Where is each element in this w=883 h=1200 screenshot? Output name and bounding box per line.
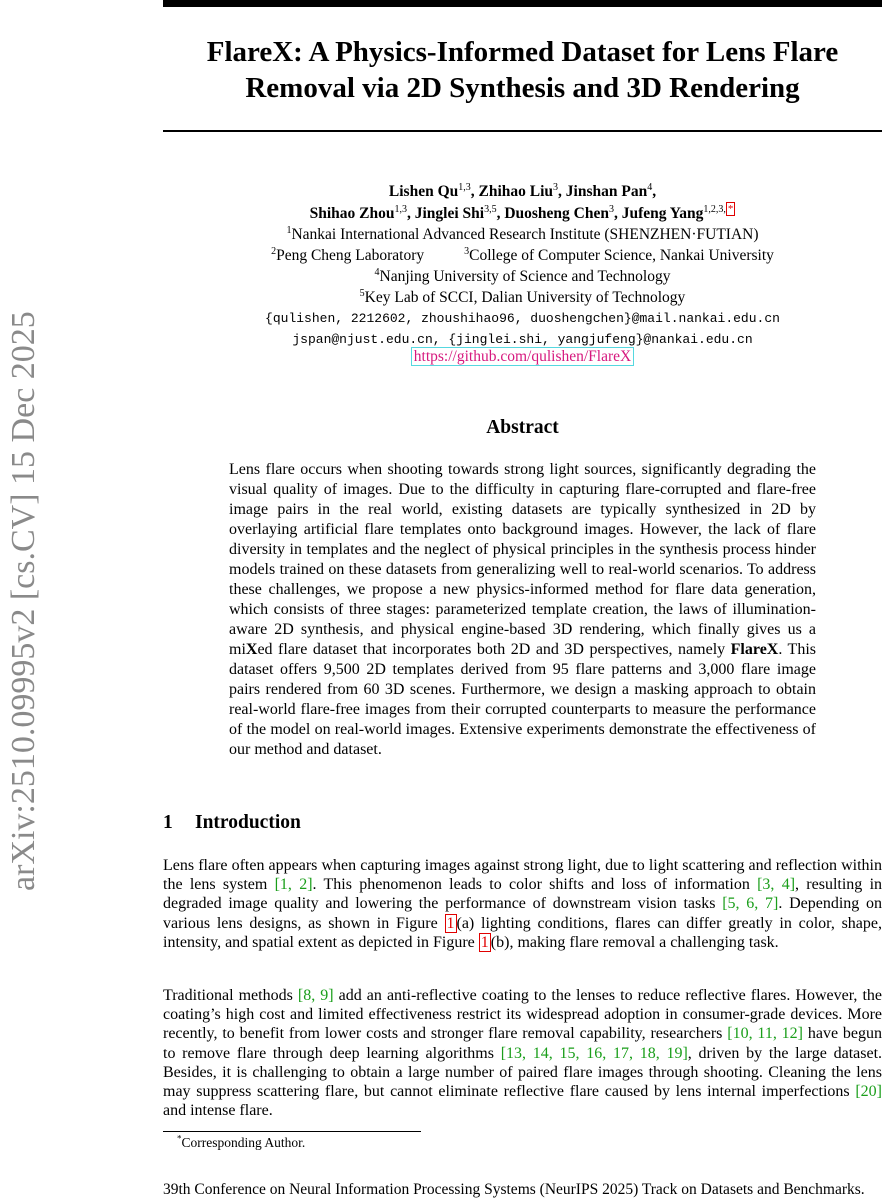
section-title: Introduction bbox=[195, 812, 301, 833]
arxiv-identifier: arXiv:2510.09995v2 [cs.CV] 15 Dec 2025 bbox=[5, 311, 42, 891]
author-name: Duosheng Chen bbox=[504, 205, 609, 222]
section-heading-introduction bbox=[163, 812, 301, 834]
affiliation-5 bbox=[163, 287, 882, 308]
affiliation-1 bbox=[163, 224, 882, 245]
abstract-text: ed flare dataset that incorporates both 2D and 3D perspectives, namely bbox=[257, 641, 731, 658]
abstract-body bbox=[229, 460, 816, 760]
footnote-rule bbox=[163, 1131, 421, 1132]
authors-line-1: Lishen Qu$^{1,3}$, Zhihao Liu$^3$, Jinshan Pan$^4$, bbox=[388, 181, 657, 200]
author-affil-sup: 1,3 bbox=[394, 203, 407, 215]
github-link-row bbox=[163, 346, 882, 367]
para-text: (a) lighting conditions, flares can differ greatly in color, shape, intensity, and spatial extent as depicted in Figure bbox=[163, 914, 883, 951]
section-number: 1 bbox=[163, 812, 173, 833]
footnote-text: Corresponding Author. bbox=[181, 1135, 306, 1150]
affil-text: Nanjing University of Science and Technology bbox=[379, 268, 671, 285]
para-text: Traditional methods bbox=[163, 987, 298, 1004]
citation-link[interactable]: [1, 2] bbox=[274, 876, 313, 894]
abstract-bold-x: X bbox=[245, 641, 258, 658]
top-rule bbox=[163, 0, 882, 7]
author-name: Jufeng Yang bbox=[621, 205, 704, 222]
figure-ref-link[interactable]: 1 bbox=[480, 933, 489, 951]
para-text: . Depending on various lens designs, as shown in Figure bbox=[163, 895, 883, 932]
abstract-text: . This dataset offers 9,500 2D templates derived from 95 flare patterns and 3,000 flare image pairs rendered from 60 3D scenes. Furthermore, we design a masking approach to obtain real-world flare-free images from their corrupted counterparts to measure the performance of the model on real-world images. Extensive experiments demonstrate the effectiveness of our method and dataset. bbox=[229, 641, 816, 758]
affil-sup: 5 bbox=[359, 287, 365, 299]
author-affil-sup: 3 bbox=[553, 181, 559, 193]
author-affil-sup: 1,2,3, bbox=[703, 203, 726, 215]
affil-text: College of Computer Science, Nankai University bbox=[469, 247, 774, 264]
citation-link[interactable]: [20] bbox=[855, 1083, 882, 1101]
citation-link[interactable]: [3, 4] bbox=[757, 876, 796, 894]
para-text: Lens flare often appears when capturing images against strong light, due to light scattering and reflection within the lens system bbox=[163, 857, 882, 894]
affil-sup: 1 bbox=[286, 224, 292, 236]
citation-link[interactable]: [5, 6, 7] bbox=[722, 895, 779, 913]
para-text: , driven by the large dataset. Besides, it is challenging to obtain a large number of paired flare images through shooting. Cleaning the lens may suppress scattering flare, but cannot eliminate reflective flare caused by lens internal imperfections bbox=[163, 1044, 883, 1101]
title-line-1: FlareX: A Physics-Informed Dataset for Lens Flare bbox=[206, 36, 839, 68]
authors-line-2: Shihao Zhou$^{1,3}$, Jinglei Shi$^{3,5}$, Duosheng Chen$^3$, Jufeng Yang$^{1,2,3,}$ * bbox=[309, 202, 734, 222]
author-affil-sup: 4 bbox=[647, 181, 653, 193]
author-affil-sup: 3,5 bbox=[484, 203, 497, 215]
para-text: (b), making flare removal a challenging task. bbox=[490, 933, 779, 951]
affil-sup: 2 bbox=[271, 245, 277, 257]
affil-text: Peng Cheng Laboratory bbox=[276, 247, 425, 264]
abstract-heading: Abstract bbox=[486, 417, 559, 438]
para-text: . This phenomenon leads to color shifts and loss of information bbox=[312, 876, 758, 894]
footnote-sup: * bbox=[177, 1133, 182, 1144]
title-line-2: Removal via 2D Synthesis and 3D Rendering bbox=[245, 72, 800, 104]
email-line-1: {qulishen, 2212602, zhoushihao96, duoshengchen}@mail.nankai.edu.cn bbox=[265, 311, 780, 326]
corresponding-author-link[interactable]: * bbox=[727, 202, 734, 215]
paper-title bbox=[163, 34, 882, 106]
affil-text: Key Lab of SCCI, Dalian University of Technology bbox=[364, 289, 686, 306]
para-text: and intense flare. bbox=[163, 1102, 273, 1120]
author-affil-sup: 1,3 bbox=[458, 181, 471, 193]
author-name: Zhihao Liu bbox=[478, 183, 554, 200]
affil-text: Nankai International Advanced Research Institute (SHENZHEN·FUTIAN) bbox=[291, 226, 759, 243]
author-name: Jinglei Shi bbox=[414, 205, 485, 222]
affil-sup: 3 bbox=[464, 245, 470, 257]
conference-footer: 39th Conference on Neural Information Processing Systems (NeurIPS 2025) Track on Datasets and Benchmarks. bbox=[163, 1181, 865, 1198]
github-link[interactable]: https://github.com/qulishen/FlareX bbox=[411, 347, 634, 366]
abstract-bold-flarex: FlareX bbox=[730, 641, 779, 658]
author-name: Shihao Zhou bbox=[309, 205, 395, 222]
affiliation-4 bbox=[163, 266, 882, 287]
affiliation-2-3 bbox=[163, 245, 882, 266]
citation-link[interactable]: [13, 14, 15, 16, 17, 18, 19] bbox=[500, 1044, 688, 1062]
author-affil-sup: 3 bbox=[608, 203, 614, 215]
footnote bbox=[177, 1134, 305, 1152]
affil-sup: 4 bbox=[374, 266, 380, 278]
figure-ref-link[interactable]: 1 bbox=[446, 914, 455, 932]
citation-link[interactable]: [8, 9] bbox=[297, 987, 334, 1004]
para-text: add an anti-reflective coating to the lenses to reduce reflective flares. However, the coating’s high cost and limited effectiveness restrict its widespread adoption in consumer-grade devices. More recently, to benefit from lower costs and stronger flare removal capability, researchers bbox=[163, 987, 882, 1043]
intro-paragraph-1 bbox=[163, 856, 882, 952]
intro-paragraph-2 bbox=[163, 986, 882, 1120]
author-name: Lishen Qu bbox=[388, 183, 459, 200]
para-text: , resulting in degraded image quality and lowering the performance of downstream vision tasks bbox=[163, 876, 883, 913]
abstract-text: Lens flare occurs when shooting towards strong light sources, significantly degrading the visual quality of images. Due to the difficulty in capturing flare-corrupted and flare-free image pairs in the real world, existing datasets are typically synthesized in 2D by overlaying artificial flare templates onto background images. However, the lack of flare diversity in templates and the neglect of physical principles in the synthesis process hinder models trained on these datasets from generalizing well to real-world scenarios. To address these challenges, we propose a new physics-informed method for flare data generation, which consists of three stages: parameterized template creation, the laws of illumination-aware 2D synthesis, and physical engine-based 3D rendering, which finally gives us a mi bbox=[229, 461, 816, 658]
title-rule bbox=[163, 130, 882, 132]
email-line-2: jspan@njust.edu.cn, {jinglei.shi, yangjufeng}@nankai.edu.cn bbox=[292, 332, 753, 347]
author-name: Jinshan Pan bbox=[565, 183, 648, 200]
citation-link[interactable]: [10, 11, 12] bbox=[727, 1025, 803, 1043]
para-text: have begun to remove flare through deep learning algorithms bbox=[163, 1025, 882, 1062]
